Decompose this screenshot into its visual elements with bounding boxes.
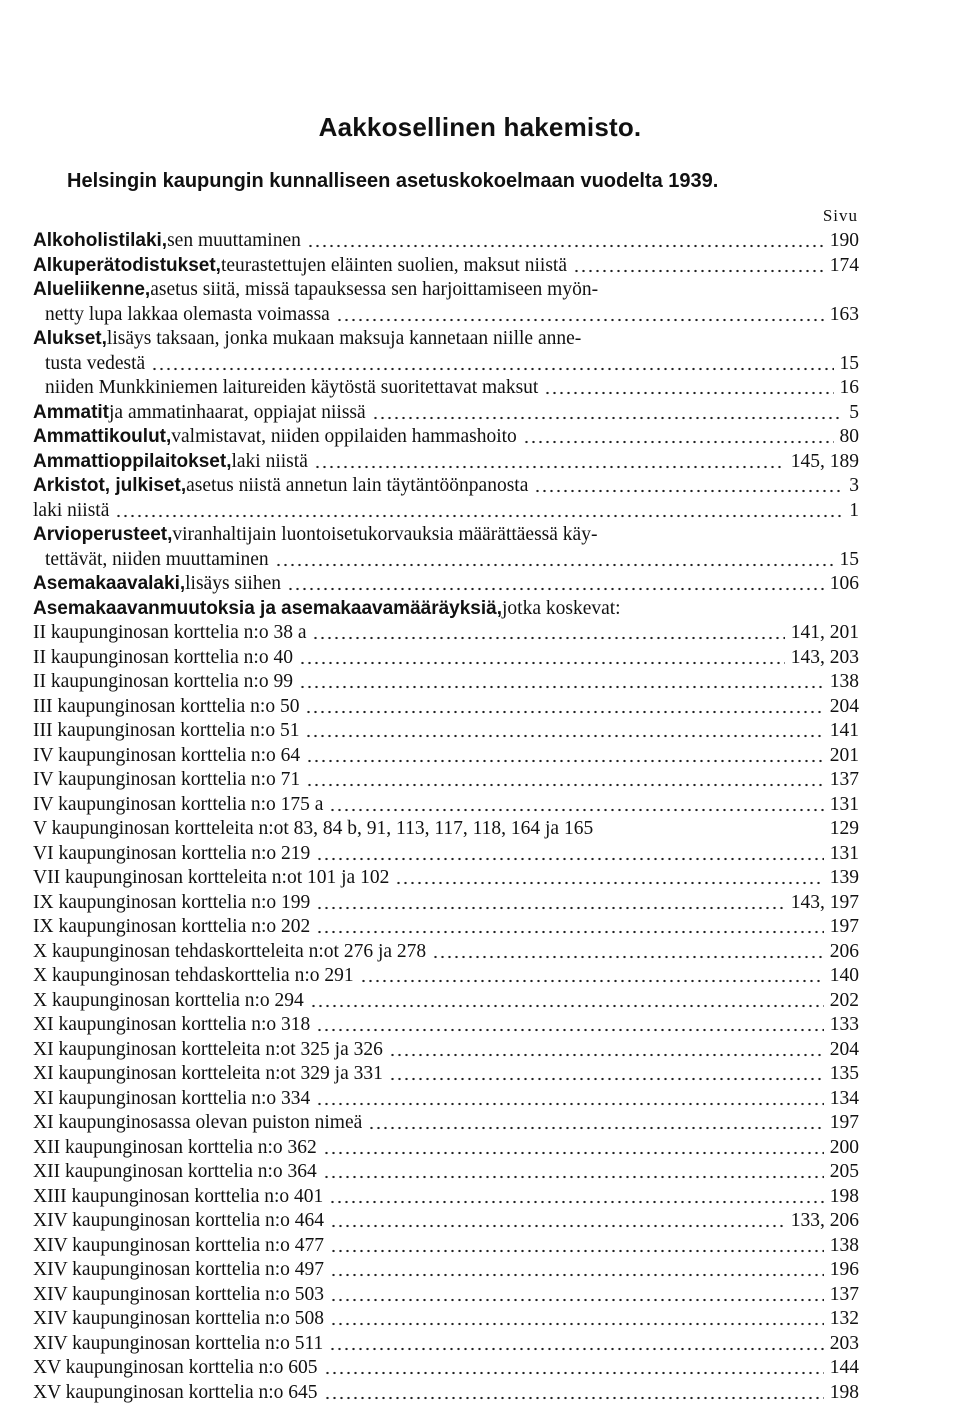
dot-leader (330, 1322, 824, 1326)
index-entry (33, 1258, 859, 1283)
page-number: 129 (829, 818, 859, 839)
index-term: Alueliikenne, (33, 279, 151, 300)
index-entry (33, 1356, 859, 1381)
index-text: X kaupunginosan tehdaskorttelia n:o 291 (33, 965, 354, 986)
index-text: XII kaupunginosan korttelia n:o 364 (33, 1161, 317, 1182)
index-text: IV kaupunginosan korttelia n:o 64 (33, 744, 301, 766)
index-text: jotka koskevat: (502, 597, 621, 619)
dot-leader (324, 1371, 824, 1375)
page-number: 145, 189 (790, 450, 859, 472)
page-number: 134 (829, 1087, 859, 1109)
index-entry (33, 670, 859, 695)
page-number: 16 (839, 377, 859, 398)
page-number: 1 (849, 499, 859, 521)
index-entry (33, 229, 859, 254)
index-entry (33, 1234, 859, 1259)
dot-leader (627, 612, 853, 616)
index-entry (33, 621, 859, 646)
index-term: Alkuperätodistukset, (33, 254, 221, 276)
dot-leader (299, 661, 785, 665)
index-entry (33, 1185, 859, 1210)
index-entry (33, 1209, 859, 1234)
index-entry (33, 1013, 859, 1038)
page-subtitle: Helsingin kaupungin kunnalliseen asetuskokoelmaan vuodelta 1939. (67, 170, 719, 192)
page-number: 15 (839, 352, 859, 374)
index-entry (33, 327, 859, 352)
page-number: 131 (829, 793, 859, 815)
index-text: ja ammatinhaarat, oppiajat niissä (109, 401, 366, 423)
index-text: niiden Munkkiniemen laitureiden käytöstä suoritettavat maksut (45, 377, 539, 398)
index-entry (33, 450, 859, 475)
dot-leader (323, 1175, 824, 1179)
page-number: 5 (849, 401, 859, 423)
page-number: 132 (829, 1308, 859, 1329)
dot-leader (336, 318, 824, 322)
index-text: X kaupunginosan korttelia n:o 294 (33, 989, 304, 1011)
dot-leader (330, 1224, 785, 1228)
dot-leader (305, 734, 823, 738)
index-text: XIV kaupunginosan korttelia n:o 503 (33, 1283, 325, 1305)
index-entry (33, 523, 859, 548)
index-text: XV kaupunginosan korttelia n:o 645 (33, 1381, 318, 1403)
index-entry (33, 1062, 859, 1087)
index-term: Ammattioppilaitokset, (33, 450, 232, 472)
index-text: XIV kaupunginosan korttelia n:o 497 (33, 1259, 325, 1280)
dot-leader (599, 832, 824, 836)
page-number: 196 (829, 1259, 859, 1280)
index-text: laki niistä (33, 499, 110, 521)
index-text: XI kaupunginosan korttelia n:o 334 (33, 1087, 311, 1109)
index-entry (33, 989, 859, 1014)
index-entry (33, 891, 859, 916)
index-text: teurastettujen eläinten suolien, maksut niistä (220, 254, 567, 276)
page-number: 201 (829, 744, 859, 766)
index-text: asetus siitä, missä tapauksessa sen harjoittamiseen myön- (150, 279, 599, 300)
index-text: XIV kaupunginosan korttelia n:o 477 (33, 1234, 325, 1256)
page-number: 206 (829, 940, 859, 962)
dot-leader (523, 440, 834, 444)
dot-leader (316, 857, 823, 861)
dot-leader (368, 1126, 823, 1130)
index-entry (33, 401, 859, 426)
page-number: 197 (829, 1112, 859, 1133)
dot-leader (310, 1004, 824, 1008)
index-entry (33, 254, 859, 279)
page-number: 140 (829, 965, 859, 986)
dot-leader (275, 563, 834, 567)
index-entry (33, 425, 859, 450)
index-entry (33, 768, 859, 793)
index-entry (33, 278, 859, 303)
page-number: 204 (829, 695, 859, 717)
dot-leader (305, 710, 823, 714)
page-number: 141 (829, 720, 859, 741)
index-term: Alukset, (33, 328, 107, 349)
page-number: 3 (849, 475, 859, 496)
index-term: Ammattikoulut, (33, 426, 172, 447)
index-entry (33, 915, 859, 940)
page-number: 190 (829, 230, 859, 251)
index-entry (33, 1160, 859, 1185)
dot-leader (312, 636, 784, 640)
index-text: II kaupunginosan korttelia n:o 40 (33, 646, 293, 668)
page-number: 200 (829, 1136, 859, 1158)
page-number: 205 (829, 1161, 859, 1182)
page-number: 106 (829, 573, 859, 594)
index-text: tusta vedestä (45, 352, 146, 374)
index-entry (33, 1111, 859, 1136)
page-title: Aakkosellinen hakemisto. (318, 112, 642, 142)
dot-leader (573, 269, 824, 273)
index-text: XI kaupunginosan kortteleita n:ot 325 ja 326 (33, 1038, 383, 1060)
dot-leader (330, 1298, 824, 1302)
index-entry (33, 646, 859, 671)
dot-leader (604, 293, 853, 297)
index-entry (33, 817, 859, 842)
index-text: XV kaupunginosan korttelia n:o 605 (33, 1357, 318, 1378)
index-text: valmistavat, niiden oppilaiden hammashoito (171, 426, 517, 447)
page-number: 15 (839, 548, 859, 570)
index-entry (33, 744, 859, 769)
index-term: Asemakaavalaki, (33, 573, 186, 594)
index-text: IV kaupunginosan korttelia n:o 175 a (33, 793, 324, 815)
dot-leader (372, 416, 844, 420)
index-term: Ammatit (33, 401, 110, 423)
index-text: III kaupunginosan korttelia n:o 51 (33, 720, 300, 741)
index-entry (33, 597, 859, 622)
page-number: 204 (829, 1038, 859, 1060)
index-entry (33, 695, 859, 720)
index-text: VI kaupunginosan korttelia n:o 219 (33, 842, 311, 864)
page-number: 141, 201 (790, 622, 859, 643)
dot-leader (287, 587, 824, 591)
index-entry (33, 1136, 859, 1161)
page-number: 138 (829, 671, 859, 692)
page-number: 174 (829, 254, 859, 276)
dot-leader (306, 783, 824, 787)
dot-leader (330, 1273, 824, 1277)
page-number: 138 (829, 1234, 859, 1256)
index-text: XI kaupunginosassa olevan puiston nimeä (33, 1112, 363, 1133)
dot-leader (306, 759, 824, 763)
index-text: XIV kaupunginosan korttelia n:o 508 (33, 1308, 325, 1329)
index-term: Alkoholistilaki, (33, 230, 168, 251)
index-term: Asemakaavanmuutoksia ja asemakaavamääräyksiä, (33, 597, 502, 619)
page-number: 133, 206 (790, 1210, 859, 1231)
page-number: 80 (839, 426, 859, 447)
page-number: 198 (829, 1381, 859, 1403)
index-text: laki niistä (231, 450, 308, 472)
index-text: IX kaupunginosan korttelia n:o 199 (33, 891, 311, 913)
index-text: XIII kaupunginosan korttelia n:o 401 (33, 1185, 324, 1207)
index-text: sen muuttaminen (167, 230, 301, 251)
index-text: X kaupunginosan tehdaskortteleita n:ot 276 ja 278 (33, 940, 427, 962)
dot-leader (316, 906, 784, 910)
index-text: VII kaupunginosan kortteleita n:ot 101 ja 102 (33, 867, 390, 888)
index-text: III kaupunginosan korttelia n:o 50 (33, 695, 300, 717)
index-term: Arvioperusteet, (33, 524, 173, 545)
page-number: 203 (829, 1332, 859, 1354)
index-entry (33, 1381, 859, 1406)
index-entry (33, 719, 859, 744)
page-number: 137 (829, 769, 859, 790)
index-entry (33, 548, 859, 573)
index-entry (33, 842, 859, 867)
dot-leader (544, 391, 833, 395)
dot-leader (389, 1053, 824, 1057)
page-number: 135 (829, 1063, 859, 1084)
dot-leader (395, 881, 823, 885)
dot-leader (324, 1396, 824, 1400)
page-column-label: Sivu (822, 206, 858, 225)
index-text: lisäys taksaan, jonka mukaan maksuja kannetaan niille anne- (106, 328, 582, 349)
index-text: XI kaupunginosan kortteleita n:ot 329 ja 331 (33, 1063, 383, 1084)
dot-leader (151, 367, 833, 371)
index-entry (33, 499, 859, 524)
dot-leader (534, 489, 843, 493)
dot-leader (316, 1028, 823, 1032)
index-entry (33, 1332, 859, 1357)
page-number: 139 (829, 867, 859, 888)
index-entry (33, 866, 859, 891)
index-entry (33, 1038, 859, 1063)
index-text: XI kaupunginosan korttelia n:o 318 (33, 1014, 311, 1035)
index-text: tettävät, niiden muuttaminen (45, 548, 269, 570)
page-number: 143, 203 (790, 646, 859, 668)
page-number: 163 (829, 303, 859, 325)
index-text: lisäys siihen (185, 573, 281, 594)
index-entry (33, 352, 859, 377)
dot-leader (314, 465, 785, 469)
dot-leader (323, 1151, 824, 1155)
index-entry (33, 572, 859, 597)
dot-leader (389, 1077, 824, 1081)
index-entries (33, 229, 859, 1405)
page-number: 202 (829, 989, 859, 1011)
index-entry (33, 940, 859, 965)
dot-leader (432, 955, 824, 959)
dot-leader (360, 979, 824, 983)
dot-leader (603, 538, 853, 542)
index-text: V kaupunginosan kortteleita n:ot 83, 84 b, 91, 113, 117, 118, 164 ja 165 (33, 818, 594, 839)
page-number: 137 (829, 1283, 859, 1305)
page-number: 133 (829, 1014, 859, 1035)
dot-leader (115, 514, 843, 518)
page-number: 198 (829, 1185, 859, 1207)
index-text: XIV kaupunginosan korttelia n:o 464 (33, 1210, 325, 1231)
dot-leader (299, 685, 824, 689)
index-text: II kaupunginosan korttelia n:o 99 (33, 671, 293, 692)
index-entry (33, 793, 859, 818)
index-text: netty lupa lakkaa olemasta voimassa (45, 303, 330, 325)
index-entry (33, 964, 859, 989)
dot-leader (329, 808, 823, 812)
index-text: XII kaupunginosan korttelia n:o 362 (33, 1136, 317, 1158)
dot-leader (329, 1200, 823, 1204)
index-text: asetus niistä annetun lain täytäntöönpanosta (186, 475, 529, 496)
index-text: IV kaupunginosan korttelia n:o 71 (33, 769, 301, 790)
index-entry (33, 376, 859, 401)
dot-leader (316, 930, 823, 934)
page-number: 144 (829, 1357, 859, 1378)
page-number: 197 (829, 916, 859, 937)
dot-leader (330, 1249, 824, 1253)
page-number: 143, 197 (790, 891, 859, 913)
dot-leader (316, 1102, 823, 1106)
index-text: viranhaltijain luontoisetukorvauksia määrättäessä käy- (172, 524, 598, 545)
dot-leader (587, 342, 853, 346)
index-entry (33, 1283, 859, 1308)
index-entry (33, 474, 859, 499)
dot-leader (307, 244, 824, 248)
index-text: II kaupunginosan korttelia n:o 38 a (33, 622, 307, 643)
index-term: Arkistot, julkiset, (33, 475, 187, 496)
dot-leader (329, 1347, 823, 1351)
page-number: 131 (829, 842, 859, 864)
index-text: XIV kaupunginosan korttelia n:o 511 (33, 1332, 324, 1354)
index-text: IX kaupunginosan korttelia n:o 202 (33, 916, 311, 937)
index-entry (33, 303, 859, 328)
index-entry (33, 1087, 859, 1112)
index-entry (33, 1307, 859, 1332)
